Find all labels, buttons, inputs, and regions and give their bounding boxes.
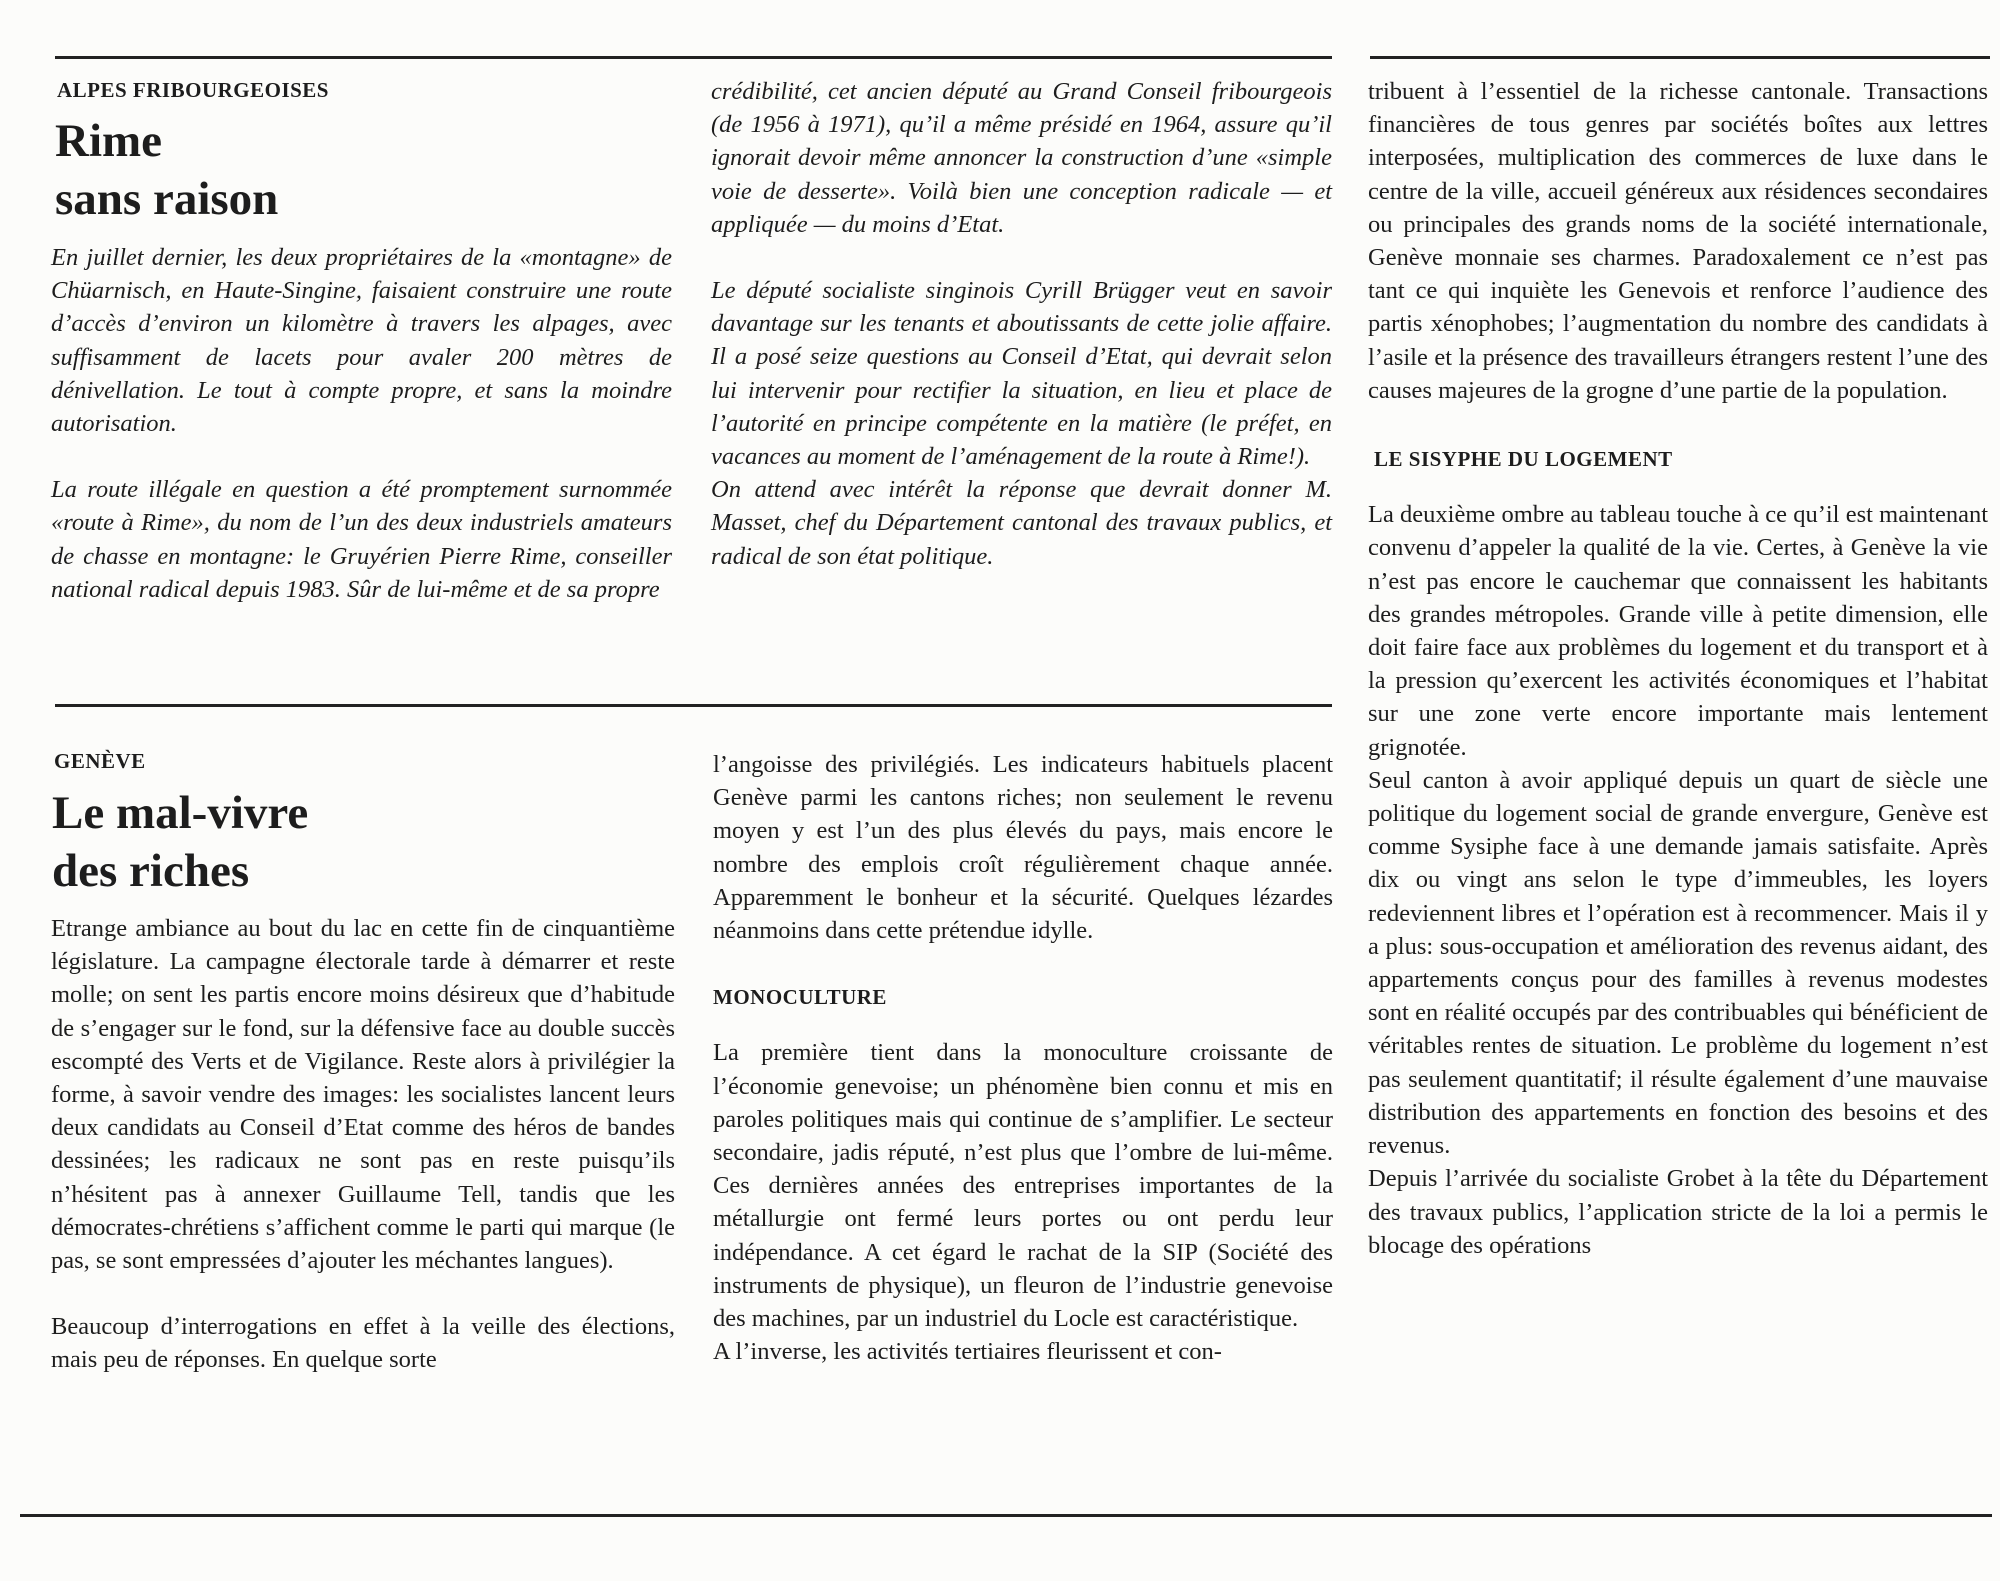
geneve-column-2 bbox=[713, 748, 1333, 1368]
rime-col2-paragraph-2: Le député socialiste singinois Cyrill Brügger veut en savoir davantage sur les tenants et aboutissants de cette jolie affaire. Il a posé seize questions au Conseil d’Etat, qui devrait selon lui intervenir pour rectifier la situation, en lieu et place de l’autorité en principe compétente en la matière (le préfet, en vacances au moment de l’aménagement de la route à Rime!). bbox=[711, 277, 1332, 471]
rime-col1-paragraph-2: La route illégale en question a été promptement surnommée «route à Rime», du nom de l’un des deux industriels amateurs de chasse en montagne: le Gruyérien Pierre Rime, conseiller national radical depuis 1983. Sûr de lui-même et de sa propre bbox=[51, 476, 672, 603]
rime-column-2 bbox=[711, 75, 1332, 573]
subhead-sisyphe: LE SISYPHE DU LOGEMENT bbox=[1374, 447, 1673, 472]
rime-col2-paragraph-1: crédibilité, cet ancien député au Grand Conseil fribourgeois (de 1956 à 1971), qu’il a même présidé en 1964, assure qu’il ignorait devoir même annoncer la construction d’une «simple voie de desserte». Voilà bien une conception radicale — et appliquée — du moins d’Etat. bbox=[711, 78, 1332, 238]
rime-column-1 bbox=[51, 241, 672, 606]
top-rule-right bbox=[1370, 56, 1990, 59]
rime-kicker: ALPES FRIBOURGEOISES bbox=[57, 78, 329, 102]
geneve-headline bbox=[52, 784, 308, 900]
geneve-col3-paragraph-3: Seul canton à avoir appliqué depuis un quart de siècle une politique du logement social de grande envergure, Genève est comme Sysiphe face à une demande jamais satisfaite. Après dix ou vingt ans selon le type d’immeubles, les loyers redeviennent libres et l’opération est à recommencer. Mais il y a plus: sous-occupation et amélioration des revenus aidant, des appartements conçus pour des familles à revenus modestes sont en réalité occupés par des contribuables qui bénéficient de véritables rentes de situation. Le problème du logement n’est pas seulement quantitatif; il résulte également d’une mauvaise distribution des appartements en fonction des besoins et des revenus. bbox=[1368, 766, 1988, 1160]
geneve-col2-paragraph-3: A l’inverse, les activités tertiaires fleurissent et con- bbox=[713, 1338, 1222, 1366]
geneve-col3-paragraph-2: La deuxième ombre au tableau touche à ce qu’il est maintenant convenu d’appeler la qualité de la vie. Certes, à Genève la vie n’est pas encore le cauchemar que connaissent les habitants des grandes métropoles. Grande ville à petite dimension, elle doit faire face aux problèmes du logement et du transport et à la pression qu’exercent les activités économiques et l’habitat sur une zone verte encore importante mais lentement grignotée. bbox=[1368, 501, 1988, 761]
rime-title-line1: Rime bbox=[55, 115, 163, 167]
geneve-col1-paragraph-1: Etrange ambiance au bout du lac en cette fin de cinquantième législature. La campagne électorale tarde à démarrer et reste molle; on sent les partis encore moins désireux que d’habitude de s’engager sur le fond, sur la défensive face au double succès escompté des Verts et de Vigilance. Reste alors à privilégier la forme, à savoir vendre des images: les socialistes lancent leurs deux candidats au Conseil d’Etat comme des héros de bandes dessinées; les radicaux ne sont pas en reste puisqu’ils n’hésitent pas à annexer Guillaume Tell, tandis que les démocrates-chrétiens s’affichent comme le parti qui marque (le pas, se sont empressées d’ajouter les méchantes langues). bbox=[51, 915, 675, 1275]
geneve-title-line1: Le mal-vivre bbox=[52, 787, 309, 839]
rime-title-line2: sans raison bbox=[55, 173, 279, 225]
geneve-col2-paragraph-1: l’angoisse des privilégiés. Les indicateurs habituels placent Genève parmi les cantons riches; non seulement le revenu moyen y est l’un des plus élevés du pays, mais encore le nombre des emplois croît régulièrement chaque année. Apparemment le bonheur et la sécurité. Quelques lézardes néanmoins dans cette prétendue idylle. bbox=[713, 751, 1333, 945]
geneve-col3-paragraph-4: Depuis l’arrivée du socialiste Grobet à la tête du Département des travaux publics, l’application stricte de la loi a permis le blocage des opérations bbox=[1368, 1165, 1988, 1259]
bottom-rule bbox=[20, 1514, 1992, 1517]
geneve-title-line2: des riches bbox=[52, 845, 250, 897]
rime-col1-paragraph-1: En juillet dernier, les deux propriétaires de la «montagne» de Chüarnisch, en Haute-Singine, faisaient construire une route d’accès d’environ un kilomètre à travers les alpages, avec suffisamment de lacets pour avaler 200 mètres de dénivellation. Le tout à compte propre, et sans la moindre autorisation. bbox=[51, 244, 672, 438]
middle-rule bbox=[55, 704, 1332, 707]
geneve-col1-paragraph-2: Beaucoup d’interrogations en effet à la veille des élections, mais peu de réponses. En quelque sorte bbox=[51, 1313, 675, 1374]
geneve-kicker: GENÈVE bbox=[54, 749, 146, 773]
rime-col2-paragraph-3: On attend avec intérêt la réponse que devrait donner M. Masset, chef du Département cantonal des travaux publics, et radical de son état politique. bbox=[711, 476, 1332, 570]
top-rule-left bbox=[55, 56, 1332, 59]
rime-headline bbox=[55, 112, 278, 228]
geneve-col3-paragraph-1: tribuent à l’essentiel de la richesse cantonale. Transactions financières de tous genres par sociétés boîtes aux lettres interposées, multiplication des commerces de luxe dans le centre de la ville, accueil généreux aux résidences secondaires ou principales des grands noms de la société internationale, Genève monnaie ses charmes. Paradoxalement ce n’est pas tant ce qui inquiète les Genevois et renforce l’audience des partis xénophobes; l’augmentation du nombre des candidats à l’asile et la présence des travailleurs étrangers restent l’une des causes majeures de la grogne d’une partie de la population. bbox=[1368, 78, 1988, 404]
geneve-column-1 bbox=[51, 912, 675, 1377]
subhead-monoculture: MONOCULTURE bbox=[713, 985, 887, 1010]
geneve-column-3 bbox=[1368, 75, 1988, 1262]
geneve-col2-paragraph-2: La première tient dans la monoculture croissante de l’économie genevoise; un phénomène bien connu et mis en paroles politiques mais qui continue de s’amplifier. Le secteur secondaire, jadis réputé, n’est plus que l’ombre de lui-même. Ces dernières années des entreprises importantes de la métallurgie ont fermé leurs portes ou ont perdu leur indépendance. A cet égard le rachat de la SIP (Société des instruments de physique), un fleuron de l’industrie genevoise des machines, par un industriel du Locle est caractéristique. bbox=[713, 1039, 1333, 1333]
